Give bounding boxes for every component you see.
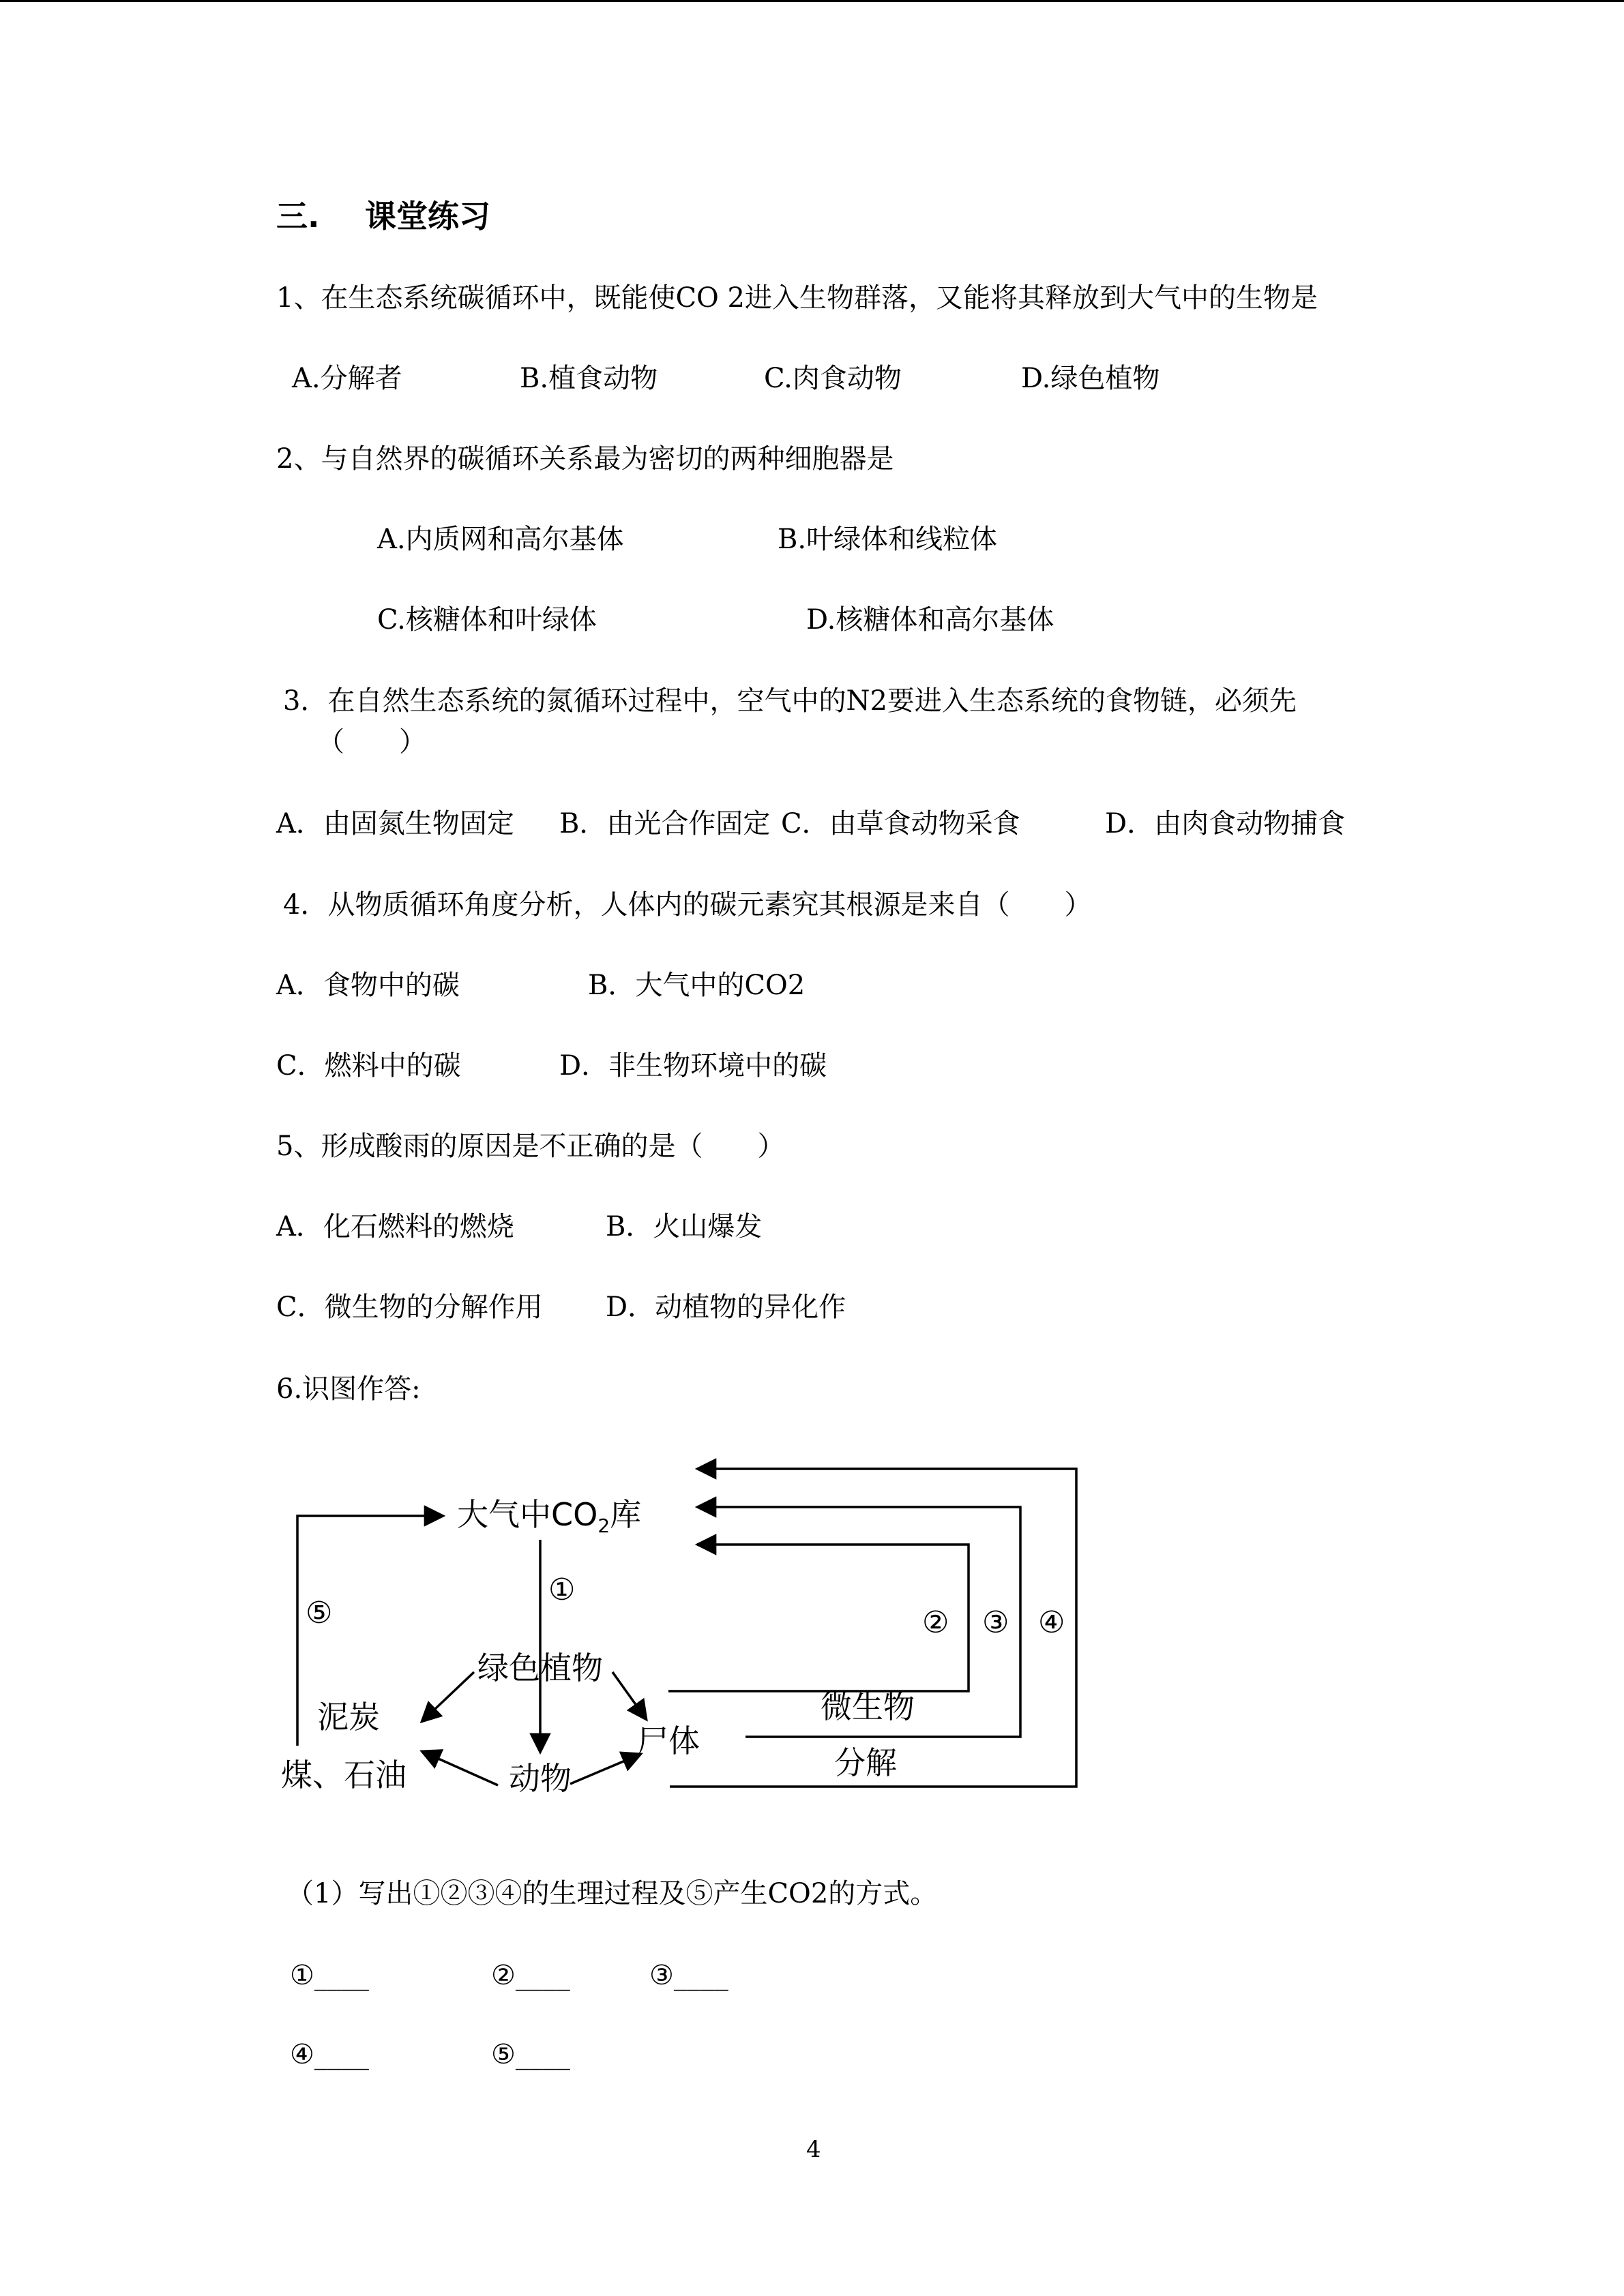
- q2-option-c: C.核糖体和叶绿体: [377, 604, 597, 636]
- q3-option-b: B．由光合作固定: [559, 808, 771, 839]
- question-1-stem: 1、在生态系统碳循环中，既能使CO 2进入生物群落，又能将其释放到大气中的生物是: [276, 282, 1318, 314]
- co2-store-label: 大气中$CO_2$库: [457, 1496, 642, 1538]
- answer-blank-4: ④____: [290, 2039, 369, 2070]
- q3-option-a: A．由固氮生物固定: [276, 808, 514, 839]
- answer-blank-2: ②____: [491, 1960, 570, 1991]
- arrow-animals-to-corpse: [570, 1754, 641, 1784]
- question-3-stem: 3．在自然生态系统的氮循环过程中，空气中的N2要进入生态系统的食物链，必须先: [283, 685, 1297, 717]
- mark-3: ③: [982, 1605, 1009, 1640]
- mark-4: ④: [1038, 1605, 1065, 1640]
- q3-option-d: D．由肉食动物捕食: [1105, 808, 1346, 839]
- question-4-stem: 4．从物质循环角度分析，人体内的碳元素究其根源是来自（ ）: [283, 889, 1092, 921]
- q5-option-b: B．火山爆发: [606, 1211, 763, 1242]
- q2-option-d: D.核糖体和高尔基体: [806, 604, 1054, 636]
- q5-option-d: D．动植物的异化作: [606, 1292, 846, 1323]
- section-number: 三.: [276, 198, 320, 235]
- animals-label: 动物: [509, 1760, 572, 1797]
- peat-label: 泥炭: [317, 1699, 380, 1735]
- q2-option-a: A.内质网和高尔基体: [377, 524, 624, 555]
- q1-option-d: D.绿色植物: [1021, 363, 1160, 394]
- q5-option-a: A．化石燃料的燃烧: [276, 1211, 514, 1242]
- carbon-cycle-diagram: [273, 1446, 1119, 1814]
- decompose-label: 分解: [834, 1744, 897, 1781]
- top-border-line: [0, 0, 1624, 2]
- question-6-sub-1: （1）写出①②③④的生理过程及⑤产生CO2的方式。: [286, 1878, 938, 1909]
- coal-oil-label: 煤、石油: [281, 1757, 407, 1793]
- microbes-label: 微生物: [821, 1688, 915, 1725]
- q4-option-b: B．大气中的CO2: [588, 970, 806, 1001]
- answer-blank-1: ①____: [290, 1960, 369, 1991]
- arrow-plants-to-peat: [422, 1672, 474, 1722]
- answer-blank-5: ⑤____: [491, 2039, 570, 2070]
- page-number: 4: [806, 2136, 821, 2163]
- arrow-plants-to-corpse: [612, 1672, 647, 1720]
- question-2-stem: 2、与自然界的碳循环关系最为密切的两种细胞器是: [276, 443, 894, 475]
- arrow-4-path: [670, 1469, 1076, 1787]
- question-3-blank: （ ）: [317, 726, 426, 758]
- arrow-animals-to-coal: [422, 1751, 498, 1785]
- q4-option-d: D．非生物环境中的碳: [559, 1050, 827, 1082]
- mark-2: ②: [922, 1605, 949, 1640]
- green-plants-label: 绿色植物: [477, 1650, 603, 1686]
- q4-option-a: A．食物中的碳: [276, 970, 460, 1001]
- q1-option-b: B.植食动物: [520, 363, 658, 394]
- q4-option-c: C．燃料中的碳: [276, 1050, 461, 1082]
- question-5-stem: 5、形成酸雨的原因是不正确的是（ ）: [276, 1131, 785, 1162]
- mark-1: ①: [548, 1572, 576, 1607]
- answer-blank-3: ③____: [649, 1960, 728, 1991]
- q5-option-c: C．微生物的分解作用: [276, 1292, 543, 1323]
- q2-option-b: B.叶绿体和线粒体: [778, 524, 998, 555]
- mark-5: ⑤: [306, 1596, 333, 1630]
- q3-option-c: C．由草食动物采食: [781, 808, 1020, 839]
- question-6-stem: 6.识图作答:: [276, 1373, 421, 1405]
- corpse-label: 尸体: [637, 1723, 700, 1759]
- q1-option-c: C.肉食动物: [764, 363, 902, 394]
- section-title: 课堂练习: [365, 198, 490, 235]
- q1-option-a: A.分解者: [292, 363, 402, 394]
